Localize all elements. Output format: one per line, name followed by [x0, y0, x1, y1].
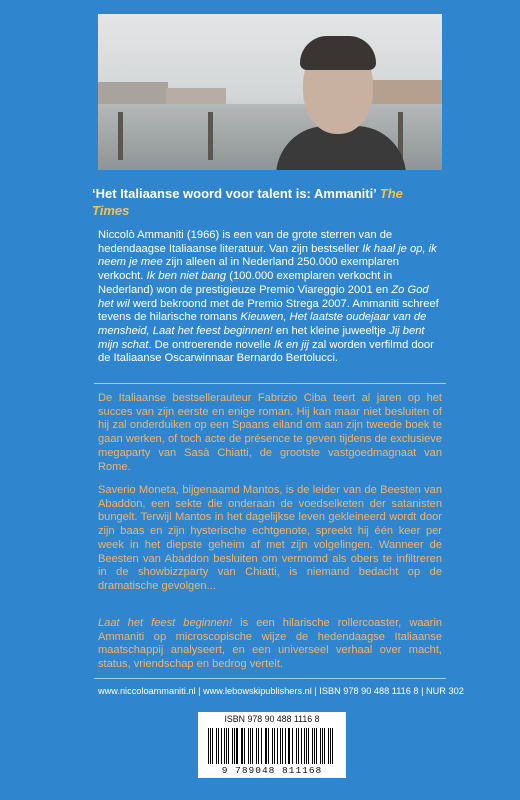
barcode-bar — [236, 728, 237, 764]
barcode-bar — [256, 728, 257, 764]
barcode-bar — [312, 728, 313, 764]
barcode-number: 9 789048 811168 — [221, 765, 323, 776]
photo-mooring-post — [118, 112, 123, 160]
barcode-bar — [296, 728, 297, 764]
barcode-bar — [218, 728, 219, 764]
barcode-bar — [252, 728, 253, 764]
barcode-bar — [274, 728, 275, 764]
author-photo — [98, 14, 442, 170]
book-title: Laat het feest beginnen! — [98, 617, 233, 629]
barcode-bar — [244, 728, 245, 764]
text-block — [92, 185, 442, 366]
barcode-bar — [282, 728, 283, 764]
bio-title: Kieuwen, Het laatste oudejaar van de mensheid, Laat het feest beginnen! — [98, 311, 427, 337]
author-bio — [98, 229, 442, 366]
bio-title: Ik haal je op, ik neem je mee — [98, 242, 437, 269]
review-quote — [92, 185, 442, 219]
bio-title: Zo God het wil — [98, 283, 429, 310]
divider — [94, 383, 446, 384]
barcode-isbn: ISBN 978 90 488 1116 8 — [224, 714, 320, 724]
divider — [94, 678, 446, 679]
barcode-bar — [324, 728, 325, 764]
barcode-bar — [261, 728, 262, 764]
synopsis-3-text: is een hilarische rollercoaster, waarin Ammaniti op microscopische wijze de hedendaagse Italiaanse maatschappij analyseert, en een universeel verhaal over macht, status, vriendschap en bedrog vertelt. — [98, 617, 443, 671]
bio-text: zijn alleen al in Nederland 250.000 exemplaren verkocht. — [98, 256, 400, 283]
barcode-bar — [298, 728, 299, 764]
synopsis-paragraph-3 — [98, 617, 442, 672]
synopsis-paragraph-1: De Italiaanse bestsellerauteur Fabrizio Ciba teert al jaren op het succes van zijn eerste en enige roman. Hij kan maar niet besluiten of hij zal onderduiken op een Spaans eiland om aan zijn tweede boek te gaan werken, of toch acte de présence te geven tijdens de exclusieve megaparty van Sasà Chiatti, de grootste vastgoedmagnaat van Rome. — [98, 392, 442, 473]
bio-text: . De ontroerende novelle — [148, 338, 275, 351]
barcode-bar — [308, 728, 309, 764]
bio-title: Ik ben niet bang — [146, 270, 227, 283]
quote-text: ‘Het Italiaanse woord voor talent is: Ammaniti’ — [92, 186, 377, 201]
photo-hair — [300, 36, 376, 70]
bio-text: Niccolò Ammaniti (1966) is een van de grote sterren van de hedendaagse Italiaanse literatuur. Van zijn bestseller — [98, 229, 393, 255]
synopsis-paragraph-2: Saverio Moneta, bijgenaamd Mantos, is de leider van de Beesten van Abaddon, een sekte die onderaan de voedselketen der satanisten bungelt. Terwijl Mantos in het dagelijkse leven gekleineerd wordt door zijn baas en zijn hysterische echtgenote, spreekt hij één keer per week in het diepste geheim af met zijn volgelingen. Wanneer de Beesten van Abaddon besluiten om vermomd als obers te infiltreren in de showbizzparty van Chiatti, is niemand bedacht op de dramatische gevolgen... — [98, 484, 442, 592]
barcode-bars — [208, 728, 336, 764]
barcode-bar — [232, 728, 233, 764]
barcode — [198, 712, 346, 778]
bio-text: werd bekroond met de Premio Strega 2007. Ammaniti schreef tevens de hilarische romans — [98, 297, 439, 324]
bio-title: Jij bent mijn schat — [98, 324, 425, 351]
quote-source: The Times — [92, 186, 403, 218]
barcode-bar — [320, 728, 321, 764]
bio-text: (100.000 exemplaren verkocht in Nederland) won de prestigieuze Premio Viareggio 2001 en — [98, 270, 393, 296]
bio-text: en het kleine juweeltje — [272, 324, 390, 337]
barcode-bar — [332, 728, 333, 764]
photo-mooring-post — [208, 112, 213, 160]
publisher-links: www.niccoloammaniti.nl | www.lebowskipublishers.nl | ISBN 978 90 488 1116 8 | NUR 302 — [98, 686, 464, 696]
bio-text: zal worden verfilmd door de Italiaanse Oscarwinnaar Bernardo Bertolucci. — [98, 338, 434, 365]
bio-title: Ik en jij — [274, 338, 309, 351]
barcode-bar — [216, 728, 217, 764]
barcode-bar — [272, 728, 273, 764]
barcode-bar — [228, 728, 229, 764]
barcode-bar — [208, 728, 209, 764]
barcode-bar — [289, 728, 290, 764]
